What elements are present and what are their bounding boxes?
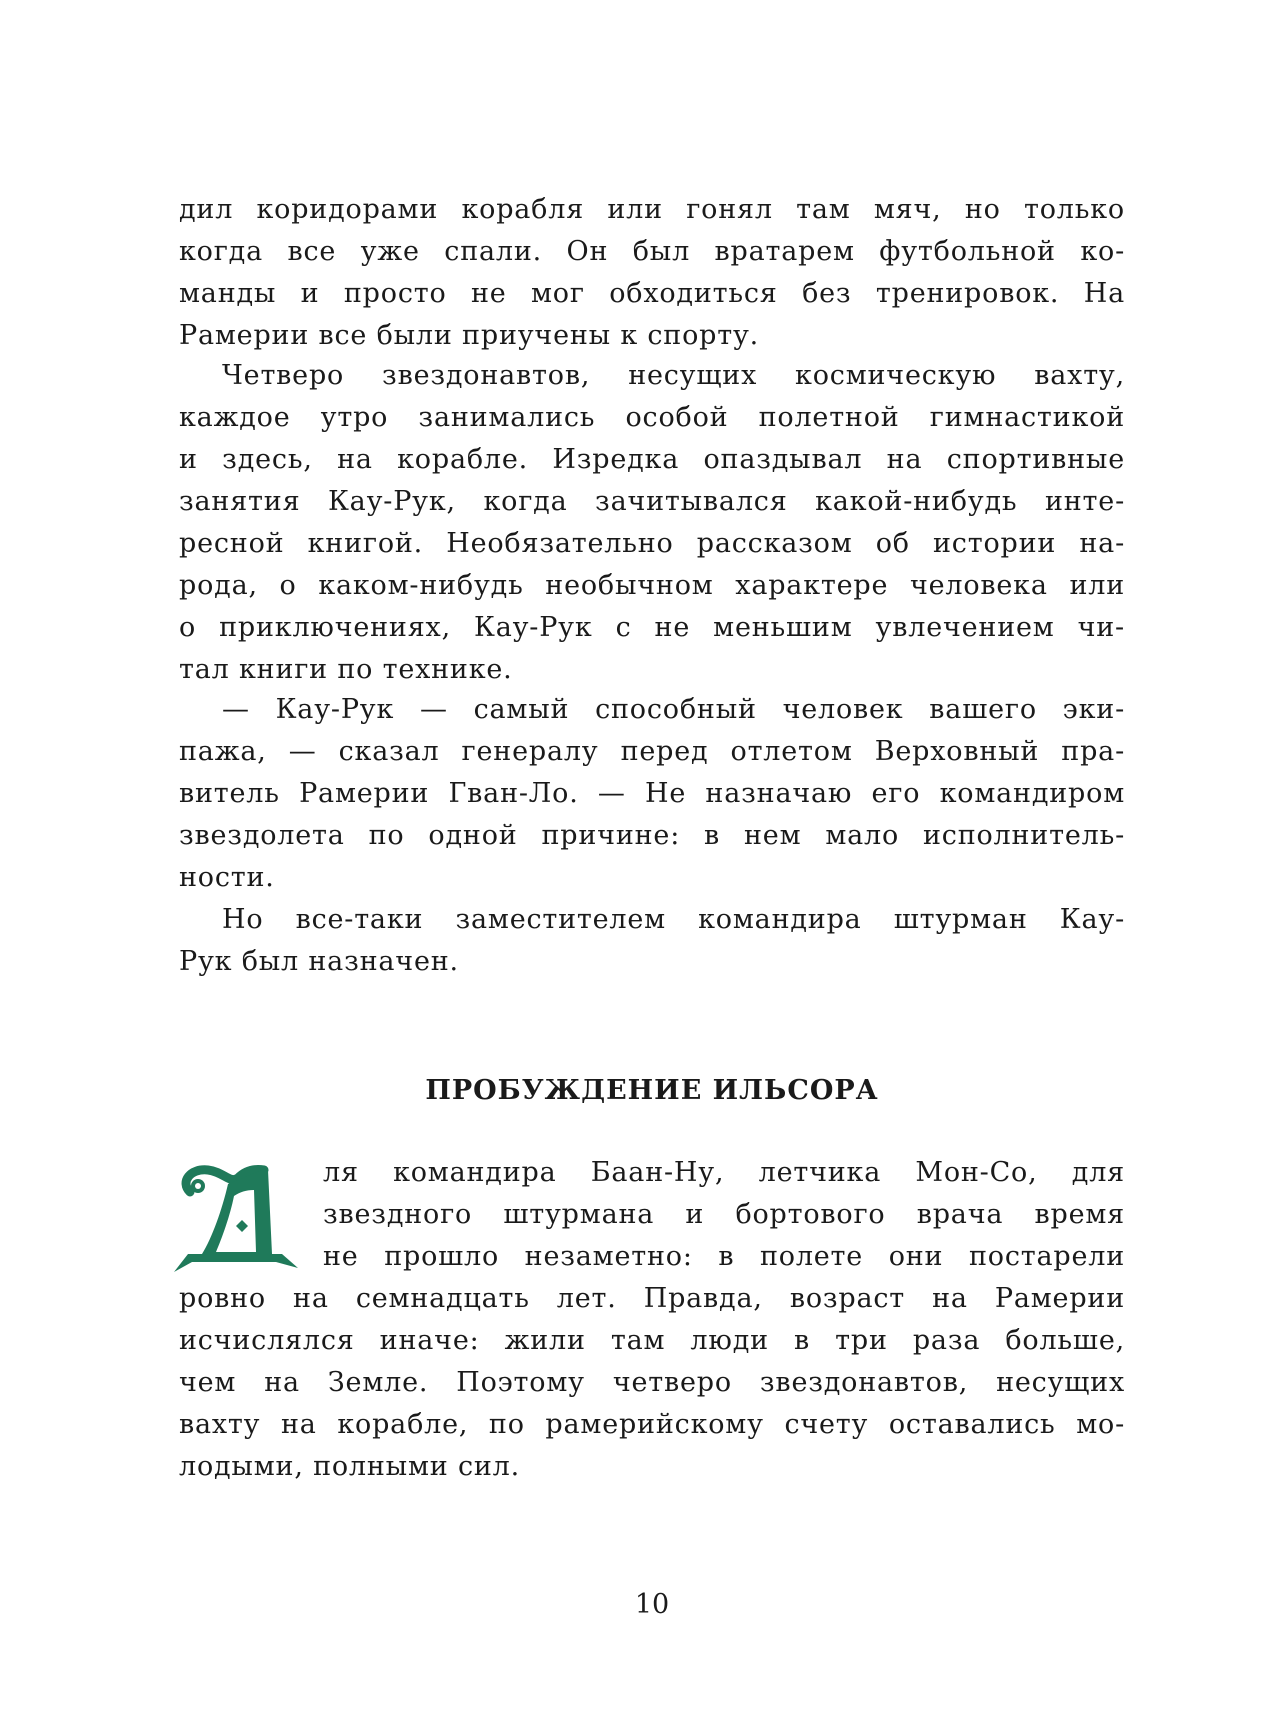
chapter-title: ПРОБУЖДЕНИЕ ИЛЬСОРА [425,1075,879,1106]
text-line: тал книги по технике. [179,654,513,685]
text-line: лодыми, полными сил. [179,1451,521,1482]
text-line: — Кау-Рук — самый способный человек вашего эки- [222,694,1125,725]
text-line: Рамерии все были приучены к спорту. [179,320,760,351]
text-line: занятия Кау-Рук, когда зачитывался какой-нибудь инте- [179,486,1125,517]
text-line: звездолета по одной причине: в нем мало исполнитель- [179,820,1125,851]
drop-cap-ornament [172,1160,312,1280]
text-line: ровно на семнадцать лет. Правда, возраст на Рамерии [179,1283,1125,1314]
text-line: когда все уже спали. Он был вратарем футбольной ко- [179,236,1125,267]
page-number: 10 [634,1589,670,1620]
text-line: о приключениях, Кау-Рук с не меньшим увлечением чи- [179,612,1125,643]
text-line: дил коридорами корабля или гонял там мяч, но только [179,194,1125,225]
text-line: звездного штурмана и бортового врача время [323,1199,1125,1230]
text-line: Четверо звездонавтов, несущих космическую вахту, [222,360,1125,391]
text-line: не прошло незаметно: в полете они постарели [323,1241,1125,1272]
text-line: ля командира Баан-Ну, летчика Мон-Со, для [323,1157,1125,1188]
text-line: витель Рамерии Гван-Ло. — Не назначаю его командиром [179,778,1125,809]
drop-cap-curl-hole [195,1183,201,1189]
text-line: исчислялся иначе: жили там люди в три раза больше, [179,1325,1125,1356]
text-line: ности. [179,862,275,893]
text-line: Но все-таки заместителем командира штурман Кау- [222,904,1125,935]
text-line: чем на Земле. Поэтому четверо звездонавтов, несущих [179,1367,1125,1398]
text-line: пажа, — сказал генералу перед отлетом Верховный пра- [179,736,1125,767]
text-line: рода, о каком-нибудь необычном характере человека или [179,570,1125,601]
text-line: манды и просто не мог обходиться без тренировок. На [179,278,1125,309]
text-line: ресной книгой. Необязательно рассказом об истории на- [179,528,1125,559]
text-line: Рук был назначен. [179,946,459,977]
text-line: вахту на корабле, по рамерийскому счету оставались мо- [179,1409,1125,1440]
text-line: и здесь, на корабле. Изредка опаздывал на спортивные [179,444,1125,475]
text-line: каждое утро занимались особой полетной гимнастикой [179,402,1125,433]
